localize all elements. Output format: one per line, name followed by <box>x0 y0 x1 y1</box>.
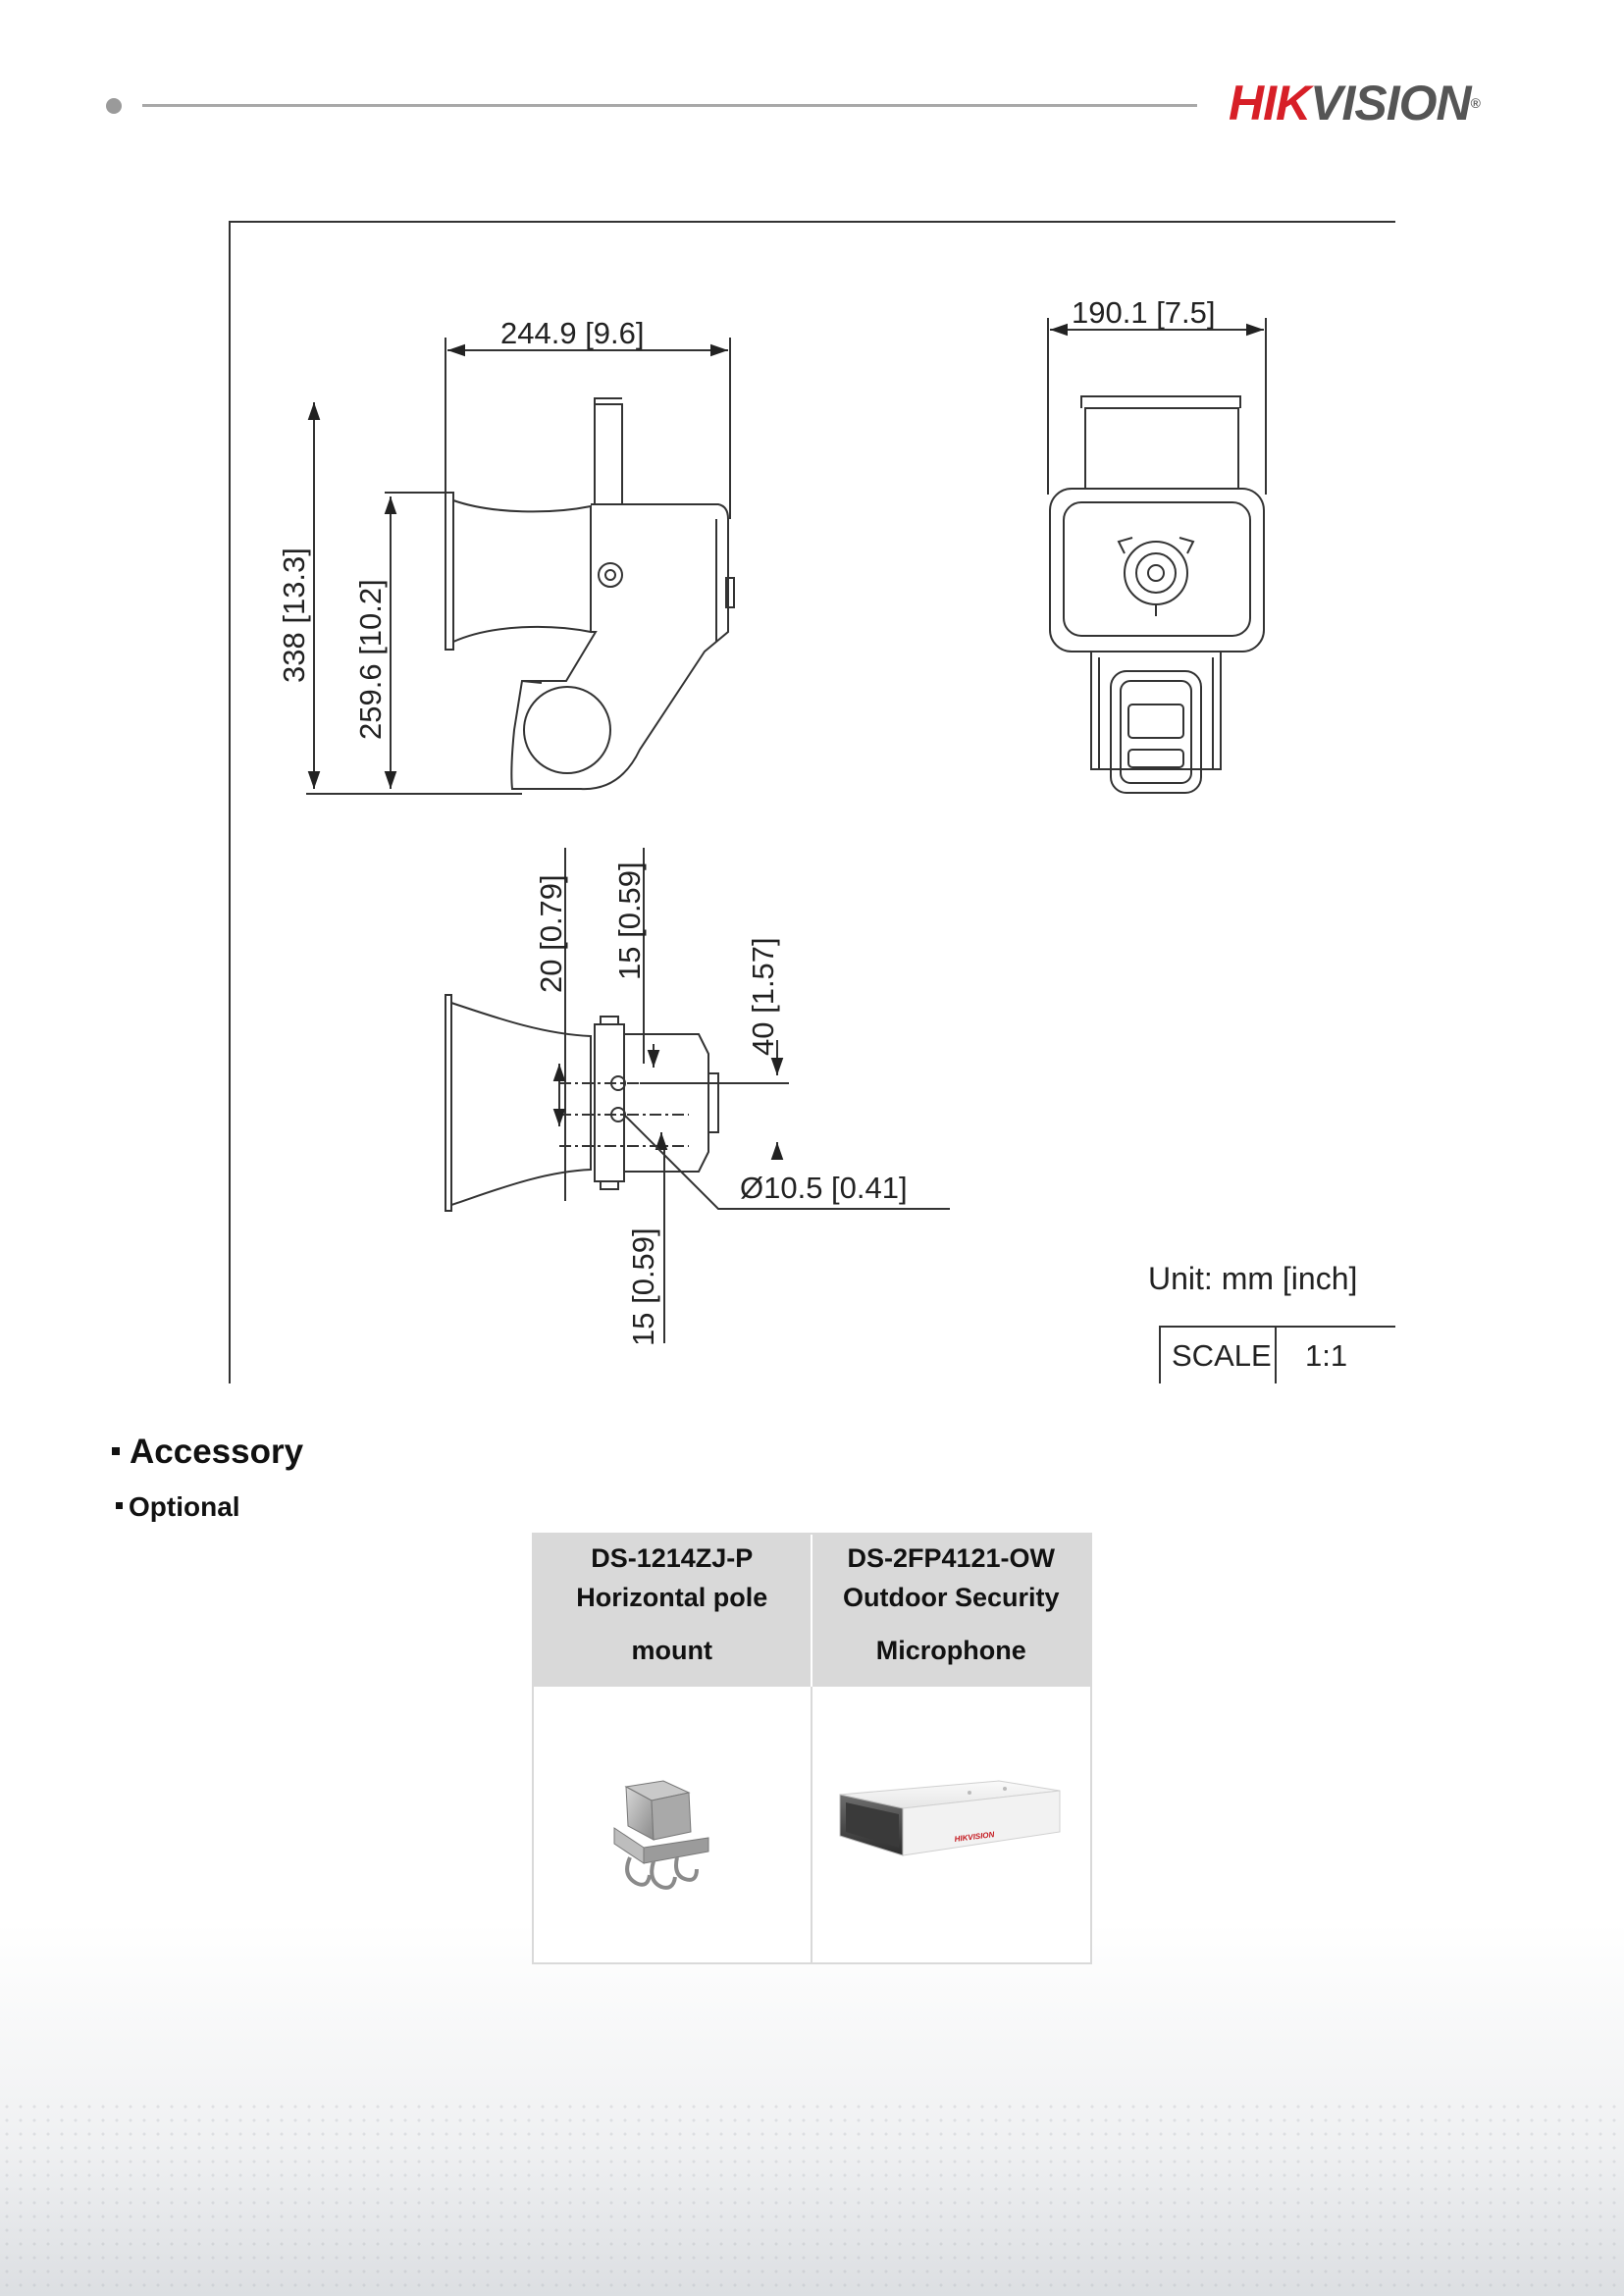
front-width-label: 190.1 [7.5] <box>1072 295 1216 330</box>
accessory-model: DS-2FP4121-OW <box>847 1543 1056 1573</box>
logo-registered: ® <box>1470 95 1480 111</box>
accessory-header-cell <box>812 1535 1091 1687</box>
pole-mount-image <box>534 1687 812 1962</box>
total-height-label: 338 [13.3] <box>277 548 311 683</box>
logo-hik: HIK <box>1229 76 1311 130</box>
hikvision-logo <box>1229 75 1480 131</box>
dim-15-bottom-label: 15 [0.59] <box>626 1227 660 1346</box>
header-dot <box>106 98 122 114</box>
accessory-image-cell <box>812 1687 1091 1962</box>
accessory-table <box>532 1533 1092 1964</box>
outdoor-microphone-image <box>812 1687 1091 1962</box>
page-background-dots <box>0 2100 1624 2296</box>
top-view <box>445 848 950 1343</box>
accessory-model: DS-1214ZJ-P <box>591 1543 754 1573</box>
dim-15-top-label: 15 [0.59] <box>612 861 647 980</box>
scale-label: SCALE <box>1172 1338 1272 1373</box>
accessory-header-cell <box>534 1535 812 1687</box>
front-view <box>1048 318 1266 793</box>
accessory-desc-line2: mount <box>631 1636 712 1665</box>
logo-vision: VISION <box>1310 76 1471 130</box>
optional-title-text: Optional <box>129 1491 240 1522</box>
accessory-title-text: Accessory <box>130 1433 304 1471</box>
horn-height-label: 259.6 [10.2] <box>353 579 388 740</box>
accessory-image-cell <box>534 1687 812 1962</box>
accessory-desc-line1: Outdoor Security <box>842 1583 1060 1612</box>
optional-heading <box>116 1489 240 1525</box>
unit-label: Unit: mm [inch] <box>1148 1261 1358 1296</box>
scale-value: 1:1 <box>1305 1338 1348 1373</box>
accessory-table-images <box>534 1687 1090 1962</box>
side-width-label: 244.9 [9.6] <box>500 316 645 350</box>
dim-20-label: 20 [0.79] <box>534 874 568 993</box>
bullet-icon <box>116 1502 123 1509</box>
microphone-brand: HIKVISION <box>953 1830 995 1844</box>
header-rule <box>142 104 1197 107</box>
dimension-drawing <box>228 220 1395 1383</box>
accessory-table-header <box>534 1535 1090 1687</box>
hole-diameter-label: Ø10.5 [0.41] <box>740 1171 908 1205</box>
bullet-icon <box>112 1447 120 1455</box>
accessory-desc-line1: Horizontal pole <box>576 1583 768 1612</box>
accessory-desc-line2: Microphone <box>875 1636 1026 1665</box>
accessory-heading <box>112 1431 303 1474</box>
dim-40-label: 40 [1.57] <box>746 937 780 1056</box>
